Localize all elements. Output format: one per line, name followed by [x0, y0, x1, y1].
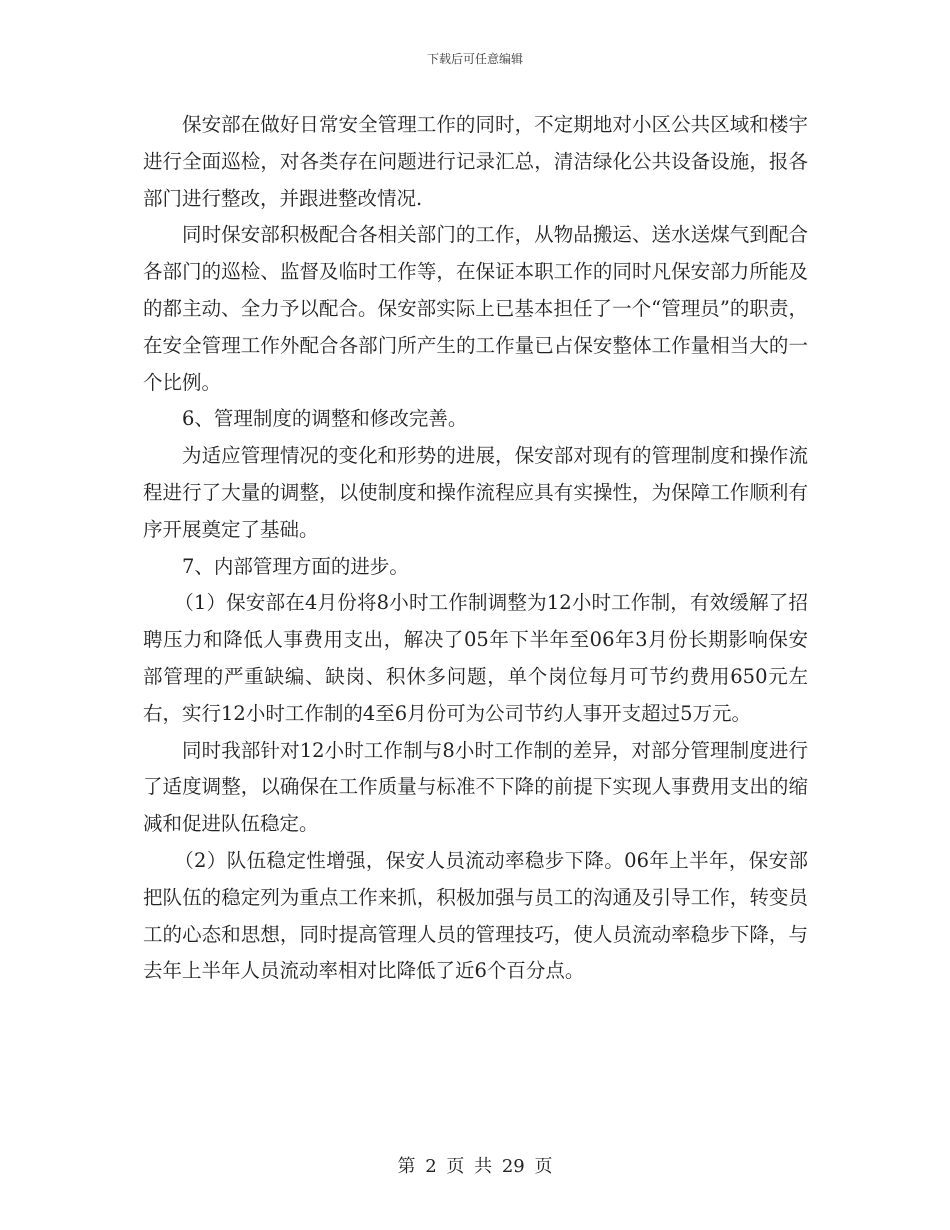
paragraph-shift-difference: 同时我部针对12小时工作制与8小时工作制的差异，对部分管理制度进行了适度调整，以确保在工作质量与标准不下降的前提下实现人事费用支出的缩减和促进队伍稳定。: [143, 738, 808, 836]
paragraph-cooperation: 同时保安部积极配合各相关部门的工作，从物品搬运、送水送煤气到配合各部门的巡检、监督及临时工作等，在保证本职工作的同时凡保安部力所能及的都主动、全力予以配合。保安部实际上已基本担任了一个“管理员”的职责，在安全管理工作外配合各部门所产生的工作量已占保安整体工作量相当大的一个比例。: [143, 223, 808, 394]
page-number: 第 2 页 共 29 页: [397, 1156, 553, 1177]
header-note: 下载后可任意编辑: [426, 52, 523, 66]
paragraph-item-1: （1）保安部在4月份将8小时工作制调整为12小时工作制，有效缓解了招聘压力和降低人事费用支出，解决了05年下半年至06年3月份长期影响保安部管理的严重缺编、缺岗、积休多问题，单个岗位每月可节约费用650元左右，实行12小时工作制的4至6月份可为公司节约人事开支超过5万元。: [143, 591, 808, 725]
section-heading-6: 6、管理制度的调整和修改完善。: [182, 407, 468, 431]
paragraph-system-adjustment: 为适应管理情况的变化和形势的进展，保安部对现有的管理制度和操作流程进行了大量的调整，以使制度和操作流程应具有实操性，为保障工作顺利有序开展奠定了基础。: [143, 444, 808, 541]
document-body: [143, 107, 808, 990]
section-heading-7: 7、内部管理方面的进步。: [182, 554, 409, 578]
paragraph-inspection: 保安部在做好日常安全管理工作的同时，不定期地对小区公共区域和楼宇进行全面巡检，对各类存在问题进行记录汇总，清洁绿化公共设备设施，报各部门进行整改，并跟进整改情况.: [143, 113, 808, 210]
paragraph-item-2: （2）队伍稳定性增强，保安人员流动率稳步下降。06年上半年，保安部把队伍的稳定列为重点工作来抓，积极加强与员工的沟通及引导工作，转变员工的心态和思想，同时提高管理人员的管理技巧，使人员流动率稳步下降，与去年上半年人员流动率相对比降低了近6个百分点。: [143, 848, 808, 983]
